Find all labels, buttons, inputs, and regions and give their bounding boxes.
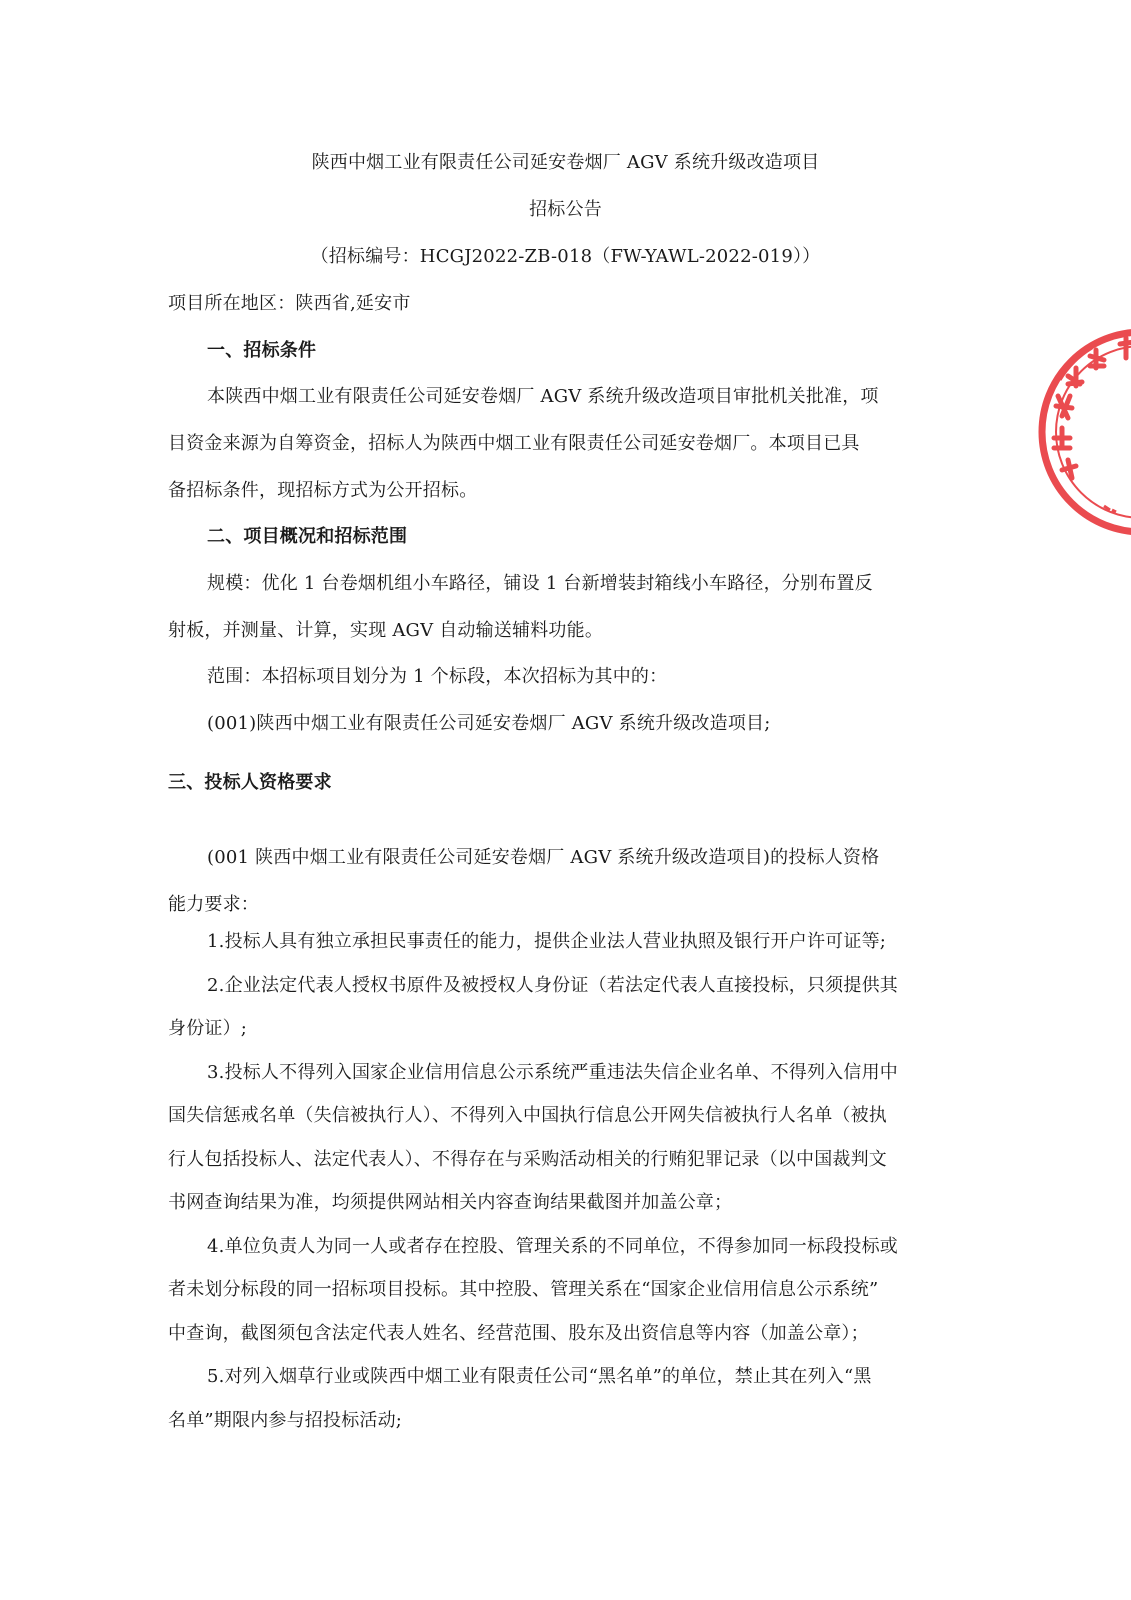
paragraph-line: 本陕西中烟工业有限责任公司延安卷烟厂 AGV 系统升级改造项目审批机关批准，项 bbox=[207, 386, 879, 407]
tender-code: （招标编号：HCGJ2022-ZB-018（FW-YAWL-2022-019）） bbox=[310, 246, 821, 267]
paragraph-line: 3.投标人不得列入国家企业信用信息公示系统严重违法失信企业名单、不得列入信用中 bbox=[207, 1062, 898, 1083]
paragraph-line: 国失信惩戒名单（失信被执行人）、不得列入中国执行信息公开网失信被执行人名单（被执 bbox=[168, 1105, 887, 1126]
paragraph-line: 名单”期限内参与招投标活动; bbox=[168, 1410, 403, 1431]
section-heading-bidder-qualifications: 三、投标人资格要求 bbox=[168, 772, 332, 793]
paragraph-line: 5.对列入烟草行业或陕西中烟工业有限责任公司“黑名单”的单位，禁止其在列入“黑 bbox=[207, 1366, 872, 1387]
project-region: 项目所在地区：陕西省,延安市 bbox=[168, 293, 411, 314]
document-title: 陕西中烟工业有限责任公司延安卷烟厂 AGV 系统升级改造项目 bbox=[311, 152, 820, 173]
paragraph-line: 者未划分标段的同一招标项目投标。其中控股、管理关系在“国家企业信用信息公示系统” bbox=[168, 1279, 879, 1300]
company-seal-stamp bbox=[1032, 320, 1131, 560]
paragraph-line: 行人包括投标人、法定代表人）、不得存在与采购活动相关的行贿犯罪记录（以中国裁判文 bbox=[168, 1149, 887, 1170]
paragraph-line: 规模：优化 1 台卷烟机组小车路径，铺设 1 台新增装封箱线小车路径，分别布置反 bbox=[207, 573, 873, 594]
paragraph-line: 范围：本招标项目划分为 1 个标段，本次招标为其中的： bbox=[207, 666, 668, 687]
section-heading-project-overview: 二、项目概况和招标范围 bbox=[207, 526, 408, 547]
paragraph-line: (001 陕西中烟工业有限责任公司延安卷烟厂 AGV 系统升级改造项目)的投标人资格 bbox=[207, 847, 880, 868]
paragraph-line: 能力要求： bbox=[168, 894, 259, 915]
paragraph-line: 射板，并测量、计算，实现 AGV 自动输送辅料功能。 bbox=[168, 620, 604, 641]
paragraph-line: 目资金来源为自筹资金，招标人为陕西中烟工业有限责任公司延安卷烟厂。本项目已具 bbox=[168, 433, 860, 454]
paragraph-line: 1.投标人具有独立承担民事责任的能力，提供企业法人营业执照及银行开户许可证等; bbox=[207, 931, 887, 952]
paragraph-line: 身份证）; bbox=[168, 1018, 248, 1039]
paragraph-line: 中查询，截图须包含法定代表人姓名、经营范围、股东及出资信息等内容（加盖公章）； bbox=[168, 1323, 869, 1344]
paragraph-line: 4.单位负责人为同一人或者存在控股、管理关系的不同单位，不得参加同一标段投标或 bbox=[207, 1236, 898, 1257]
section-heading-tender-conditions: 一、招标条件 bbox=[207, 340, 317, 361]
document-subtitle: 招标公告 bbox=[529, 199, 602, 220]
paragraph-line: 2.企业法定代表人授权书原件及被授权人身份证（若法定代表人直接投标，只须提供其 bbox=[207, 975, 898, 996]
paragraph-line: 备招标条件，现招标方式为公开招标。 bbox=[168, 480, 478, 501]
paragraph-line: 书网查询结果为准，均须提供网站相关内容查询结果截图并加盖公章； bbox=[168, 1192, 733, 1213]
paragraph-line: (001)陕西中烟工业有限责任公司延安卷烟厂 AGV 系统升级改造项目; bbox=[207, 713, 771, 734]
